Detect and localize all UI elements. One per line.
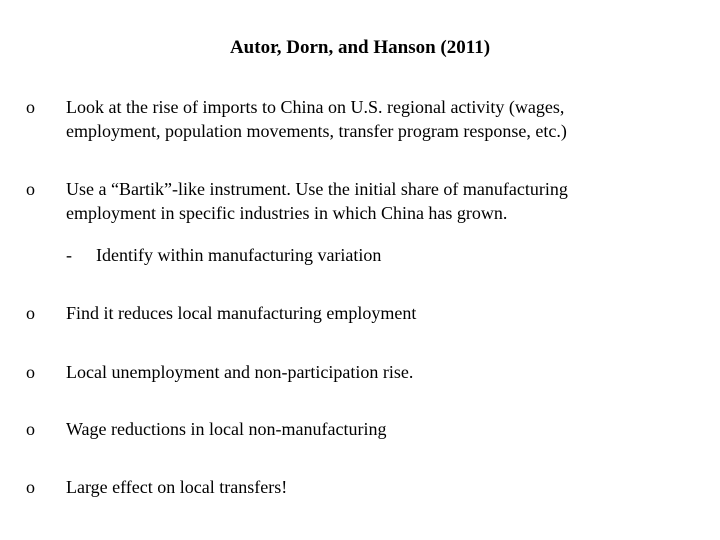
bullet-marker: o: [26, 477, 35, 497]
sub-bullet-item: Identify within manufacturing variation: [96, 245, 382, 265]
page-title: Autor, Dorn, and Hanson (2011): [229, 37, 491, 58]
bullet-item-imports: [66, 95, 706, 143]
bullet-item-wages: Wage reductions in local non-manufacturing: [66, 419, 387, 439]
bullet-item-transfers: Large effect on local transfers!: [66, 477, 288, 497]
bullet-marker: o: [26, 419, 35, 439]
bullet-item-bartik: [66, 177, 706, 225]
bullet-marker: o: [26, 303, 35, 323]
bullet-marker: o: [26, 362, 35, 382]
bullet-text-line: employment in specific industries in which China has grown.: [66, 203, 508, 223]
bullet-item-unemployment: Local unemployment and non-participation rise.: [66, 362, 414, 382]
bullet-text-line: Use a “Bartik”-like instrument. Use the initial share of manufacturing: [66, 179, 568, 199]
bullet-text-line: Look at the rise of imports to China on U.S. regional activity (wages,: [66, 97, 565, 117]
bullet-marker: o: [26, 97, 35, 117]
bullet-item-employment: Find it reduces local manufacturing employment: [66, 303, 417, 323]
bullet-text-line: employment, population movements, transfer program response, etc.): [66, 121, 567, 141]
sub-bullet-marker: -: [66, 245, 72, 265]
bullet-marker: o: [26, 179, 35, 199]
